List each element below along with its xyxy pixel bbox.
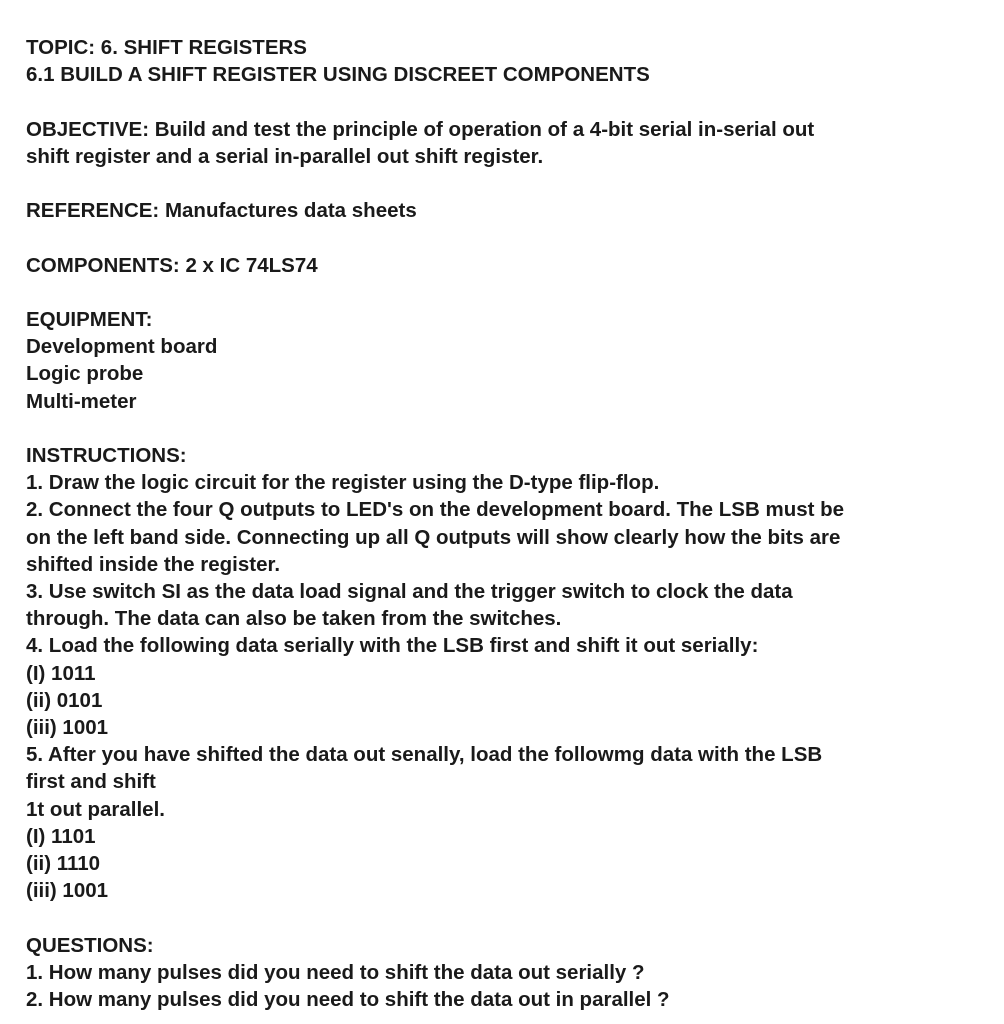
instruction-line: 1t out parallel. bbox=[26, 797, 165, 821]
instruction-line: first and shift bbox=[26, 770, 156, 794]
instruction-line: on the left band side. Connecting up all Q outputs will show clearly how the bits are bbox=[26, 525, 841, 549]
equipment-item: Multi-meter bbox=[26, 389, 137, 413]
equipment-heading: EQUIPMENT: bbox=[26, 307, 153, 331]
components-line: COMPONENTS: 2 x IC 74LS74 bbox=[26, 253, 318, 277]
topic-heading: TOPIC: 6. SHIFT REGISTERS bbox=[26, 36, 307, 59]
equipment-item: Development board bbox=[26, 335, 218, 359]
instruction-line: 3. Use switch SI as the data load signal and the trigger switch to clock the data bbox=[26, 579, 793, 603]
data-item: (I) 1011 bbox=[26, 661, 96, 685]
instruction-line: through. The data can also be taken from the switches. bbox=[26, 607, 562, 631]
data-item: (I) 1101 bbox=[26, 824, 96, 848]
section-title: 6.1 BUILD A SHIFT REGISTER USING DISCREET COMPONENTS bbox=[26, 63, 650, 87]
reference-line: REFERENCE: Manufactures data sheets bbox=[26, 199, 417, 223]
objective-line-1: OBJECTIVE: Build and test the principle of operation of a 4-bit serial in-serial out bbox=[26, 117, 815, 141]
instruction-line: shifted inside the register. bbox=[26, 552, 281, 576]
question-line: 1. How many pulses did you need to shift the data out serially ? bbox=[26, 960, 645, 984]
instruction-line: 2. Connect the four Q outputs to LED's on the development board. The LSB must be bbox=[26, 498, 845, 522]
spacer bbox=[26, 279, 996, 306]
instruction-line: 1. Draw the logic circuit for the register using the D-type flip-flop. bbox=[26, 471, 660, 495]
objective-line-2: shift register and a serial in-parallel out shift register. bbox=[26, 144, 544, 168]
instruction-line: 4. Load the following data serially with the LSB first and shift it out serially: bbox=[26, 634, 759, 658]
data-item: (iii) 1001 bbox=[26, 879, 109, 903]
spacer bbox=[26, 224, 996, 251]
question-line: 2. How many pulses did you need to shift the data out in parallel ? bbox=[26, 988, 670, 1012]
data-item: (ii) 1110 bbox=[26, 852, 101, 876]
data-item: (ii) 0101 bbox=[26, 688, 103, 712]
data-item: (iii) 1001 bbox=[26, 716, 109, 739]
spacer bbox=[26, 88, 996, 115]
spacer bbox=[26, 415, 996, 442]
questions-heading: QUESTIONS: bbox=[26, 933, 154, 957]
document-page bbox=[26, 34, 996, 1013]
spacer bbox=[26, 170, 996, 197]
instruction-line: 5. After you have shifted the data out senally, load the followmg data with the LSB bbox=[26, 743, 823, 767]
spacer bbox=[26, 904, 996, 931]
equipment-item: Logic probe bbox=[26, 362, 144, 386]
instructions-heading: INSTRUCTIONS: bbox=[26, 443, 187, 467]
